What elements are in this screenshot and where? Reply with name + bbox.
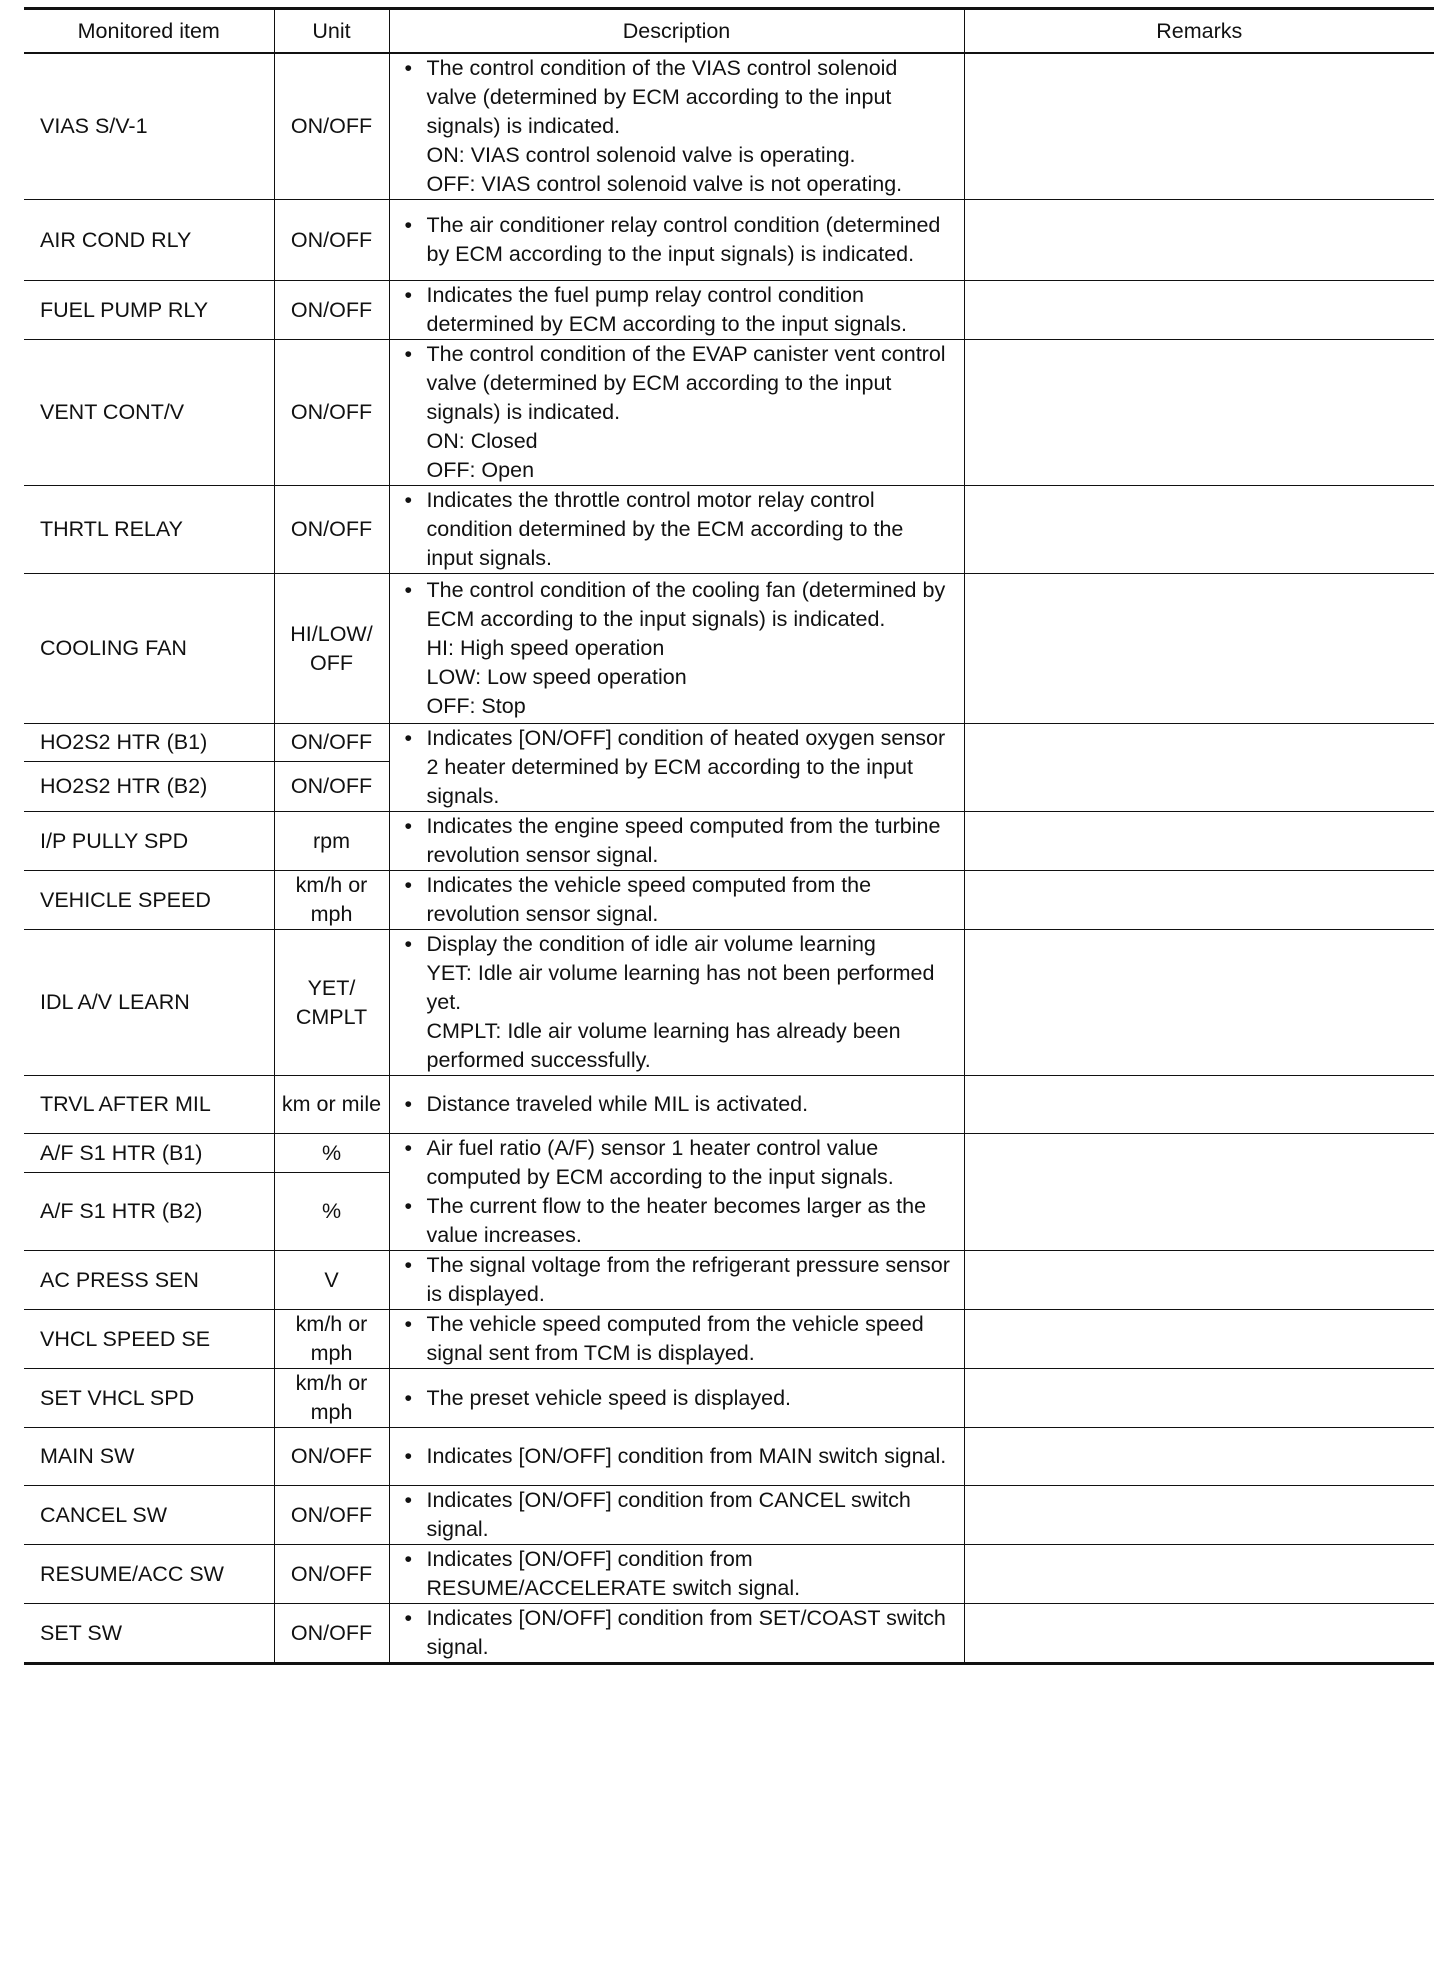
description-cell [389,1076,964,1134]
monitor-table-wrapper [24,7,1434,1665]
description-cell [389,930,964,1076]
item-cell: HO2S2 HTR (B1) [24,724,274,762]
table-row [24,1251,1434,1310]
item-cell: CANCEL SW [24,1486,274,1545]
item-cell: AIR COND RLY [24,200,274,281]
header-remarks: Remarks [964,9,1434,54]
remarks-cell [964,1545,1434,1604]
description-cell [389,1604,964,1664]
table-row [24,486,1434,574]
table-header-row [24,9,1434,54]
description-bullet: • Indicates the engine speed computed from the turbine revolution sensor signal. [427,812,952,870]
remarks-cell [964,1076,1434,1134]
unit-cell: km/h or mph [274,1369,389,1428]
unit-cell: ON/OFF [274,53,389,200]
unit-cell: km/h or mph [274,871,389,930]
item-cell: AC PRESS SEN [24,1251,274,1310]
description-bullet: • The air conditioner relay control condition (determined by ECM according to the input signals) is indicated. [427,211,952,269]
header-unit: Unit [274,9,389,54]
unit-cell: rpm [274,812,389,871]
item-cell: RESUME/ACC SW [24,1545,274,1604]
remarks-cell [964,1251,1434,1310]
description-bullet: • Distance traveled while MIL is activated. [427,1090,952,1119]
unit-cell: V [274,1251,389,1310]
remarks-cell [964,1369,1434,1428]
description-line: LOW: Low speed operation [426,665,687,689]
unit-cell: ON/OFF [274,724,389,762]
description-cell [389,340,964,486]
remarks-cell [964,574,1434,724]
remarks-cell [964,1486,1434,1545]
description-bullet: • Indicates [ON/OFF] condition from MAIN switch signal. [427,1442,952,1471]
description-cell [389,1251,964,1310]
table-row [24,1134,1434,1173]
description-cell [389,200,964,281]
unit-cell: ON/OFF [274,762,389,812]
description-bullet: • Indicates the vehicle speed computed from the revolution sensor signal. [427,871,952,929]
unit-cell: ON/OFF [274,340,389,486]
unit-cell: HI/LOW/ OFF [274,574,389,724]
unit-cell: % [274,1173,389,1251]
remarks-cell [964,53,1434,200]
item-cell: THRTL RELAY [24,486,274,574]
table-row [24,574,1434,724]
description-bullet: • Indicates [ON/OFF] condition from SET/COAST switch signal. [427,1604,952,1662]
description-bullet: • Display the condition of idle air volume learning [427,930,952,959]
item-cell: COOLING FAN [24,574,274,724]
description-cell [389,812,964,871]
description-bullet: • Air fuel ratio (A/F) sensor 1 heater control value computed by ECM according to the input signals. [427,1134,952,1192]
remarks-cell [964,281,1434,340]
item-cell: VEHICLE SPEED [24,871,274,930]
header-monitored-item: Monitored item [24,9,274,54]
description-cell [389,1428,964,1486]
remarks-cell [964,930,1434,1076]
remarks-cell [964,1604,1434,1664]
table-row [24,1428,1434,1486]
description-bullet: • The control condition of the cooling fan (determined by ECM according to the input signals) is indicated. [427,576,952,634]
description-cell [389,871,964,930]
remarks-cell [964,340,1434,486]
unit-cell: ON/OFF [274,1486,389,1545]
description-bullet: • Indicates the fuel pump relay control condition determined by ECM according to the input signals. [427,281,952,339]
description-bullet: • The control condition of the EVAP canister vent control valve (determined by ECM according to the input signals) is indicated. [427,340,952,427]
description-bullet: • Indicates [ON/OFF] condition of heated oxygen sensor 2 heater determined by ECM according to the input signals. [427,724,952,811]
item-cell: HO2S2 HTR (B2) [24,762,274,812]
description-cell [389,281,964,340]
description-line: OFF: Open [426,458,535,482]
description-bullet: • The vehicle speed computed from the vehicle speed signal sent from TCM is displayed. [427,1310,952,1368]
table-row [24,812,1434,871]
description-line: ON: VIAS control solenoid valve is operating. [426,143,856,167]
description-bullet: • The control condition of the VIAS control solenoid valve (determined by ECM according to the input signals) is indicated. [427,54,952,141]
table-row [24,1604,1434,1664]
description-cell [389,486,964,574]
description-cell [389,1134,964,1251]
item-cell: SET VHCL SPD [24,1369,274,1428]
table-row [24,1369,1434,1428]
description-line: CMPLT: Idle air volume learning has already been performed successfully. [426,1019,901,1072]
description-line: HI: High speed operation [426,636,665,660]
item-cell: FUEL PUMP RLY [24,281,274,340]
description-cell [389,53,964,200]
description-line: OFF: VIAS control solenoid valve is not operating. [426,172,903,196]
table-row [24,724,1434,762]
table-row [24,1486,1434,1545]
item-cell: VIAS S/V-1 [24,53,274,200]
description-line: YET: Idle air volume learning has not been performed yet. [426,961,935,1014]
item-cell: VHCL SPEED SE [24,1310,274,1369]
description-bullet: • The preset vehicle speed is displayed. [427,1384,952,1413]
description-line: ON: Closed [426,429,538,453]
unit-cell: % [274,1134,389,1173]
item-cell: A/F S1 HTR (B2) [24,1173,274,1251]
description-bullet: • The current flow to the heater becomes larger as the value increases. [427,1192,952,1250]
description-cell [389,1310,964,1369]
table-row [24,340,1434,486]
description-line: OFF: Stop [426,694,526,718]
unit-cell: km/h or mph [274,1310,389,1369]
table-row [24,1310,1434,1369]
remarks-cell [964,486,1434,574]
remarks-cell [964,1310,1434,1369]
description-cell [389,1369,964,1428]
item-cell: VENT CONT/V [24,340,274,486]
table-row [24,200,1434,281]
item-cell: IDL A/V LEARN [24,930,274,1076]
remarks-cell [964,1428,1434,1486]
unit-cell: ON/OFF [274,200,389,281]
table-row [24,930,1434,1076]
header-description: Description [389,9,964,54]
unit-cell: km or mile [274,1076,389,1134]
unit-cell: ON/OFF [274,1428,389,1486]
item-cell: MAIN SW [24,1428,274,1486]
description-cell [389,1545,964,1604]
item-cell: I/P PULLY SPD [24,812,274,871]
table-row [24,1545,1434,1604]
remarks-cell [964,812,1434,871]
description-cell [389,724,964,812]
item-cell: TRVL AFTER MIL [24,1076,274,1134]
unit-cell: ON/OFF [274,1545,389,1604]
description-bullet: • The signal voltage from the refrigerant pressure sensor is displayed. [427,1251,952,1309]
unit-cell: YET/ CMPLT [274,930,389,1076]
description-cell [389,574,964,724]
remarks-cell [964,200,1434,281]
unit-cell: ON/OFF [274,1604,389,1664]
table-row [24,1076,1434,1134]
description-cell [389,1486,964,1545]
item-cell: SET SW [24,1604,274,1664]
remarks-cell [964,724,1434,812]
monitor-item-table [24,7,1434,1665]
table-row [24,871,1434,930]
unit-cell: ON/OFF [274,486,389,574]
unit-cell: ON/OFF [274,281,389,340]
table-row [24,53,1434,200]
description-bullet: • Indicates the throttle control motor relay control condition determined by the ECM according to the input signals. [427,486,952,573]
description-bullet: • Indicates [ON/OFF] condition from RESUME/ACCELERATE switch signal. [427,1545,952,1603]
remarks-cell [964,1134,1434,1251]
table-row [24,281,1434,340]
remarks-cell [964,871,1434,930]
item-cell: A/F S1 HTR (B1) [24,1134,274,1173]
description-bullet: • Indicates [ON/OFF] condition from CANCEL switch signal. [427,1486,952,1544]
